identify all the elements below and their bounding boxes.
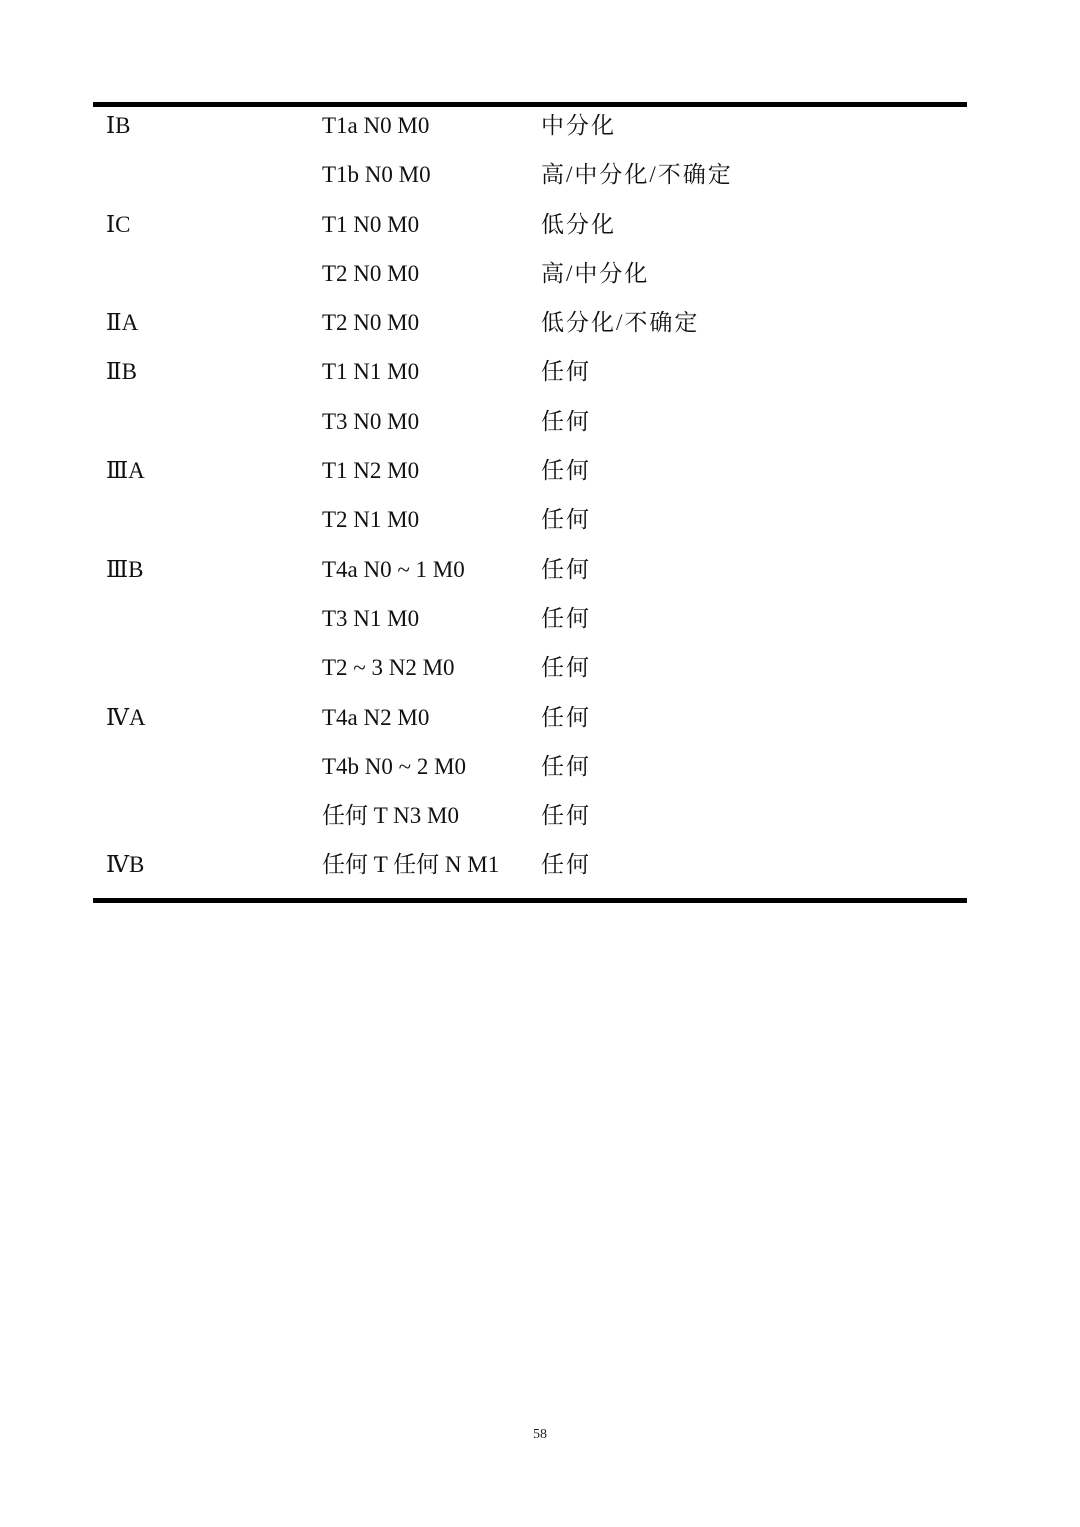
tnm-cell: T3 N0 M0 (322, 408, 420, 434)
table-row (93, 551, 967, 600)
grade-cell: 任何 (541, 507, 591, 533)
stage-cell (106, 797, 226, 846)
grade-cell: 低分化/不确定 (541, 310, 700, 336)
table-row (93, 748, 967, 797)
grade-cell: 任何 (541, 605, 591, 631)
stage-cell (106, 649, 226, 698)
grade-cell: 低分化 (541, 211, 616, 237)
grade-cell: 任何 (541, 704, 591, 730)
table-row (93, 501, 967, 550)
grade-cell: 高/中分化 (541, 260, 650, 286)
grade-cell: 任何 (541, 655, 591, 681)
tnm-cell: 任何 T 任何 N M1 (322, 852, 500, 878)
table-row (93, 255, 967, 304)
tnm-cell: T1 N0 M0 (322, 211, 420, 237)
stage-cell: ⅡB (106, 359, 137, 385)
stage-cell (106, 501, 226, 550)
table-row (93, 403, 967, 452)
tnm-cell: T1b N0 M0 (322, 162, 431, 188)
tnm-cell: T2 ~ 3 N2 M0 (322, 655, 455, 681)
page-number: 58 (533, 1427, 547, 1442)
tnm-cell: T2 N0 M0 (322, 310, 420, 336)
table-row (93, 353, 967, 402)
stage-cell: ⅢB (106, 556, 144, 582)
stage-cell (106, 156, 226, 205)
stage-cell (106, 600, 226, 649)
grade-cell: 任何 (541, 408, 591, 434)
grade-cell: 任何 (541, 852, 591, 878)
stage-cell: ⅣB (106, 852, 145, 878)
grade-cell: 中分化 (541, 113, 616, 138)
table-row (93, 600, 967, 649)
grade-cell: 任何 (541, 458, 591, 484)
tnm-cell: T2 N1 M0 (322, 507, 420, 533)
stage-cell: ⅢA (106, 458, 145, 484)
tnm-cell: T1a N0 M0 (322, 113, 430, 138)
tnm-cell: T3 N1 M0 (322, 605, 420, 631)
grade-cell: 任何 (541, 556, 591, 582)
staging-table (93, 107, 967, 896)
table-row (93, 846, 967, 895)
stage-cell (106, 255, 226, 304)
stage-cell: ⅡA (106, 310, 139, 336)
table-row (93, 206, 967, 255)
tnm-cell: 任何 T N3 M0 (322, 803, 459, 829)
grade-cell: 任何 (541, 359, 591, 385)
table-row (93, 304, 967, 353)
tnm-cell: T2 N0 M0 (322, 260, 420, 286)
tnm-cell: T1 N1 M0 (322, 359, 420, 385)
table-row (93, 452, 967, 501)
stage-cell: ⅣA (106, 704, 146, 730)
table-row (93, 649, 967, 698)
tnm-cell: T1 N2 M0 (322, 458, 420, 484)
table-bottom-rule (93, 898, 967, 903)
table-row (93, 797, 967, 846)
stage-cell (106, 403, 226, 452)
grade-cell: 任何 (541, 753, 591, 779)
grade-cell: 任何 (541, 803, 591, 829)
stage-cell (106, 748, 226, 797)
table-row (93, 107, 967, 156)
table-row (93, 156, 967, 205)
stage-cell: ⅠB (106, 113, 131, 138)
tnm-cell: T4b N0 ~ 2 M0 (322, 753, 467, 779)
table-row (93, 699, 967, 748)
tnm-cell: T4a N0 ~ 1 M0 (322, 556, 465, 582)
grade-cell: 高/中分化/不确定 (541, 162, 733, 188)
stage-cell: ⅠC (106, 211, 131, 237)
tnm-cell: T4a N2 M0 (322, 704, 430, 730)
